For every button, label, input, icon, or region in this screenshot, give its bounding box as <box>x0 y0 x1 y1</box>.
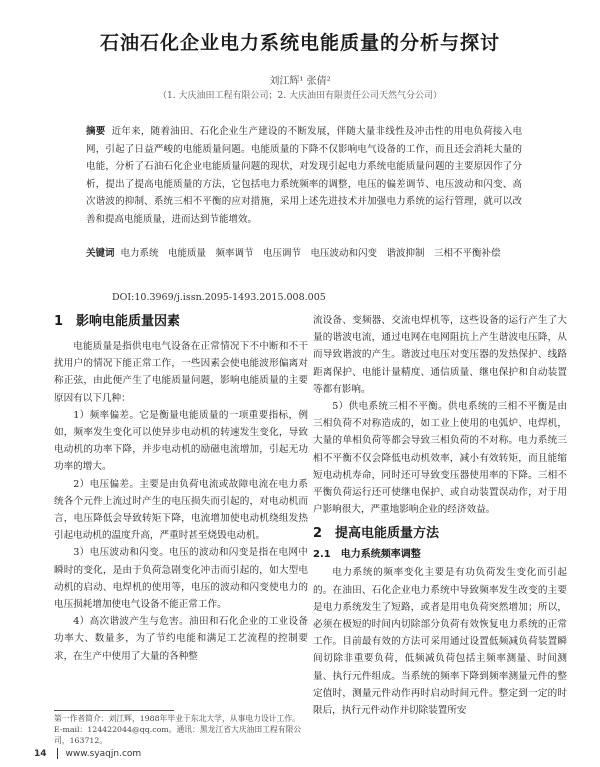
affiliation: （1. 大庆油田工程有限公司；2. 大庆油田有限责任公司天然气分公司） <box>158 91 442 101</box>
section-2-heading: 2 提高电能质量方法 <box>313 526 440 542</box>
paragraph: 5）供电系统三相不平衡。供电系统的三相不平衡是由三相负荷不对称造成的，如工业上使用的电弧炉、电焊机，大量的单相负荷等都会导致三相负荷的不对称。电力系统三相不平衡不仅会降低电动机效率，减小有效转矩，而且能缩短电动机寿命，同时还可导致变压器使用率的下降。三相不平衡负荷运行还可使继电保护、或自动装置误动作，对于用户影响很大，严重地影响企业的经济效益。 <box>313 401 567 516</box>
abstract <box>86 123 522 228</box>
left-column <box>54 312 308 665</box>
keywords-text: 电力系统 电能质量 频率调节 电压调节 电压波动和闪变 谐波抑制 三相不平衡补偿 <box>120 248 501 259</box>
abstract-text: 近年来，随着油田、石化企业生产建设的不断发展，伴随大量非线性及冲击性的用电负荷接入电网，引起了日益严峻的电能质量问题。电能质量的下降不仅影响电气设备的工作，而且还会消耗大量的电能，分析了石油石化企业电能质量问题的现状，对发现引起电力系统电能质量问题的主要原因作了分析，提出了提高电能质量的方法，它包括电力系统频率的调整，电压的偏差调节、电压波动和闪变、高次谐波的抑制、系统三相不平衡的应对措施，采用上述先进技术并加强电力系统的运行管理，就可以改善和提高电能质量，进而达到节能增效。 <box>86 126 522 225</box>
footnote-divider <box>54 710 174 711</box>
paragraph: 2）电压偏差。主要是由负荷电流或故障电流在电力系统各个元件上流过时产生的电压损失而引起的，对电动机而言，电压降低会导致转矩下降，电流增加使电动机绕组发热引起电动机的温度升高，严重时甚至烧毁电动机。 <box>54 478 308 542</box>
paragraph: 电能质量是指供电电气设备在正常情况下不中断和不干扰用户的情况下能正常工作，一些因素会使电能波形偏离对称正弦，由此便产生了电能质量问题，影响电能质量的主要原因有以下几种： <box>54 341 308 404</box>
paragraph: 电力系统的频率变化主要是有功负荷发生变化而引起的。在油田、石化企业电力系统中导致频率发生改变的主要是电力系统发生了短路，或者是用电负荷突然增加；所以，必须在极短的时间内切除部分负荷有效恢复电力系统的正常工作。目前最有效的方法可采用通过设置低频减负荷装置瞬间切除非重要负荷，低频减负荷包括主频率测量、时间测量、执行元件组成。当系统的频率下降到频率测量元件的整定值时，测量元件动作再时启动时间元件。整定到一定的时限后，执行元件动作并切除装置所安 <box>313 567 567 717</box>
keywords-label: 关键词 <box>86 248 115 259</box>
paragraph: 流设备、变频器、交流电焊机等，这些设备的运行产生了大量的谐波电流，通过电网在电网阻抗上产生谐波电压降，从而导致谐波的产生。谐波过电压对变压器的发热保护、线路距离保护、电能计量精度、通信质量、继电保护和自动装置等都有影响。 <box>313 315 567 395</box>
paragraph: 1）频率偏差。它是衡量电能质量的一项重要指标，例如，频率发生变化可以使异步电动机的转速发生变化，导致电动机的功率下降，并步电动机的励磁电流增加，引起无功功率的增大。 <box>54 409 308 473</box>
paragraph: 3）电压波动和闪变。电压的波动和闪变是指在电网中瞬时的变化，是由于负荷急剧变化冲击而引起的，如大型电动机的启动、电焊机的使用等，电压的波动和闪变使电力的电压损耗增加使电气设备不能正常工作。 <box>54 547 308 611</box>
section-1-heading: 1 影响电能质量因素 <box>54 314 181 329</box>
footer-divider <box>57 748 58 759</box>
journal-url[interactable]: www.syaqjn.com <box>65 749 142 759</box>
abstract-label: 摘要 <box>86 126 106 137</box>
right-column <box>313 312 567 719</box>
authors: 刘江辉¹ 张倩² <box>269 76 331 87</box>
page-footer <box>34 748 141 759</box>
doi: DOI:10.3969/j.issn.2095-1493.2015.008.005 <box>112 292 326 303</box>
paragraph: 4）高次谐波产生与危害。油田和石化企业的工业设备功率大、数量多，为了节约电能和满足工艺流程的控制要求，在生产中使用了大量的各种整 <box>54 616 308 662</box>
subsection-2-1-heading: 2.1 电力系统频率调整 <box>313 549 421 561</box>
paper-title: 石油石化企业电力系统电能质量的分析与探讨 <box>99 32 500 54</box>
page-number: 14 <box>34 749 47 759</box>
footnote: 第一作者简介：刘江辉，1988年毕业于东北大学，从事电力设计工作。E-mail：124422044@qq.com。通讯：黑龙江省大庆油田工程有限公司，163712。 <box>54 714 302 745</box>
keywords <box>86 245 522 263</box>
